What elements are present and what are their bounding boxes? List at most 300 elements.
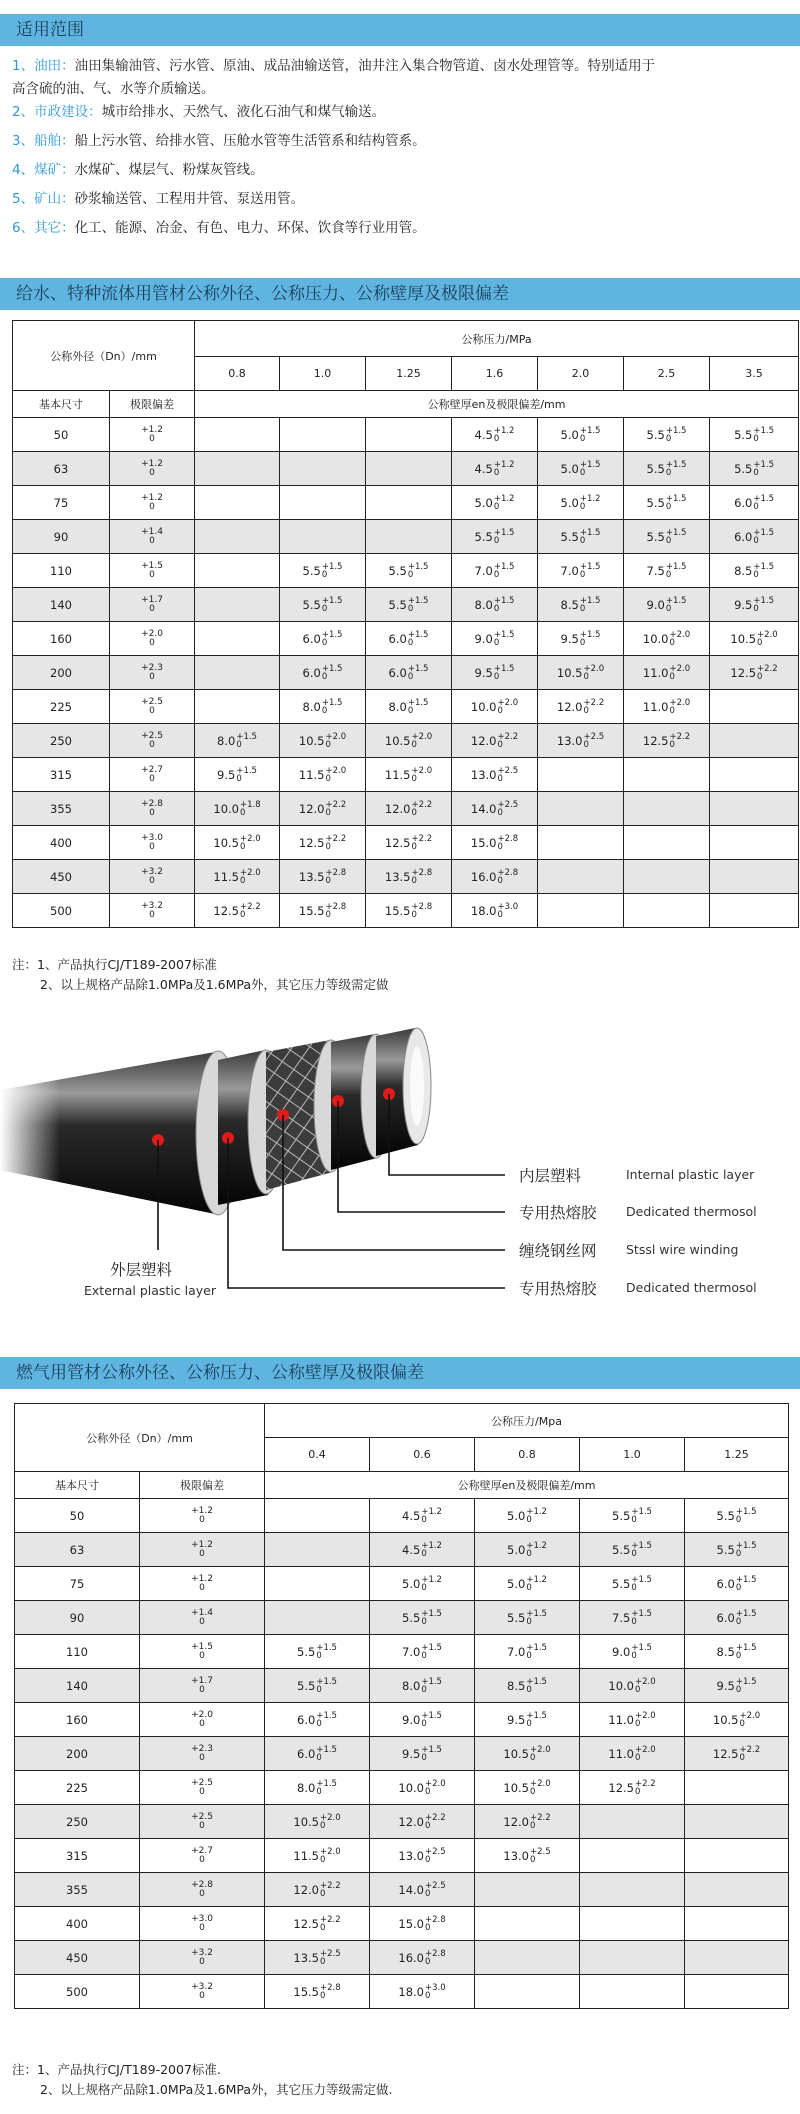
deviation-cell (110, 486, 195, 520)
scope-item-text: 砂浆输送管、工程用井管、泵送用管。 (74, 191, 305, 207)
wall-cell (710, 894, 799, 928)
wall-cell (265, 1703, 370, 1737)
deviation-cell (140, 1703, 265, 1737)
wall-value: 11.0 +2.0 0 (642, 697, 691, 716)
wall-cell (538, 656, 624, 690)
wall-value: 10.5 +2.0 0 (712, 1710, 761, 1729)
wall-value: 7.0 +1.5 0 (507, 1642, 547, 1661)
pressure-col-1.25: 1.25 (366, 357, 452, 391)
wall-value: 11.5 +2.0 0 (213, 867, 261, 886)
wall-value: 5.5 +1.5 0 (402, 1608, 442, 1627)
table-row (15, 1499, 789, 1533)
wall-cell (452, 792, 538, 826)
wall-cell (475, 1669, 580, 1703)
wall-cell (685, 1533, 789, 1567)
deviation-cell (110, 418, 195, 452)
wall-cell (685, 1703, 789, 1737)
wall-cell (580, 1499, 685, 1533)
wall-cell (475, 1703, 580, 1737)
wall-value: 5.0 +1.2 0 (474, 493, 515, 512)
deviation-cell (140, 1873, 265, 1907)
wall-value: 11.5 +2.0 0 (298, 765, 347, 784)
wall-value: 9.5 +1.5 0 (217, 765, 257, 784)
wall-value: 10.0 +1.8 0 (213, 799, 261, 818)
wall-cell (280, 520, 366, 554)
wall-value: 6.0 +1.5 0 (734, 493, 775, 512)
wall-value: 9.5 +1.5 0 (507, 1710, 547, 1729)
pressure-col-2.0: 2.0 (538, 357, 624, 391)
wall-value: 11.0 +2.0 0 (642, 663, 691, 682)
wall-value: 10.5 +2.0 0 (298, 731, 347, 750)
wall-value: 13.0 +2.5 0 (556, 731, 605, 750)
wall-cell (710, 860, 799, 894)
table1-notes (12, 955, 389, 995)
wall-cell (475, 1941, 580, 1975)
wall-cell (580, 1839, 685, 1873)
wall-cell (538, 826, 624, 860)
wall-cell (685, 1771, 789, 1805)
wall-cell (475, 1839, 580, 1873)
size-cell: 355 (15, 1873, 140, 1907)
deviation-value: +1.5 0 (191, 1641, 213, 1661)
table-row (15, 1839, 789, 1873)
wall-value: 8.0 +1.5 0 (217, 731, 257, 750)
wall-cell (452, 588, 538, 622)
wall-value: 16.0 +2.8 0 (398, 1948, 446, 1967)
table-row (13, 520, 799, 554)
wall-cell (366, 452, 452, 486)
deviation-cell (140, 1737, 265, 1771)
wall-value: 10.0 +2.0 0 (608, 1676, 656, 1695)
table-row (15, 1567, 789, 1601)
wall-value: 18.0 +3.0 0 (470, 901, 519, 920)
wall-cell (370, 1635, 475, 1669)
wall-value: 5.5 +1.5 0 (507, 1608, 547, 1627)
pressure-col-1.6: 1.6 (452, 357, 538, 391)
wall-cell (624, 792, 710, 826)
deviation-cell (140, 1499, 265, 1533)
table-row (13, 758, 799, 792)
deviation-cell (140, 1533, 265, 1567)
deviation-value: +1.2 0 (141, 458, 163, 478)
deviation-cell (110, 520, 195, 554)
deviation-cell (110, 622, 195, 656)
wall-cell (452, 554, 538, 588)
size-cell: 50 (13, 418, 110, 452)
size-cell: 450 (13, 860, 110, 894)
table2-notes (12, 2060, 393, 2100)
deviation-cell (140, 1839, 265, 1873)
wall-value: 8.5 +1.5 0 (507, 1676, 547, 1695)
deviation-cell (140, 1601, 265, 1635)
wall-cell (685, 1737, 789, 1771)
wall-value: 4.5 +1.2 0 (402, 1540, 442, 1559)
wall-value: 13.5 +2.8 0 (384, 867, 433, 886)
wall-cell (452, 622, 538, 656)
deviation-value: +2.5 0 (141, 730, 163, 750)
wall-cell (710, 588, 799, 622)
table-row (15, 1771, 789, 1805)
wall-value: 5.5 +1.5 0 (646, 493, 687, 512)
wall-value: 15.5 +2.8 0 (293, 1982, 341, 2001)
wall-cell (475, 1805, 580, 1839)
thermosol-2-label-en: Dedicated thermosol (626, 1280, 757, 1295)
size-cell: 90 (15, 1601, 140, 1635)
size-cell: 200 (13, 656, 110, 690)
wall-value: 5.5 +1.5 0 (612, 1540, 652, 1559)
scope-item-text: 城市给排水、天然气、液化石油气和煤气输送。 (101, 104, 386, 120)
pressure-col-1.25: 1.25 (685, 1438, 789, 1472)
wall-cell (710, 656, 799, 690)
wall-cell (366, 418, 452, 452)
deviation-cell (110, 758, 195, 792)
scope-title: 适用范围 (0, 14, 800, 46)
table-row (13, 554, 799, 588)
deviation-cell (110, 894, 195, 928)
outer-label-en: External plastic layer (84, 1283, 216, 1298)
wall-cell (475, 1533, 580, 1567)
size-cell: 63 (15, 1533, 140, 1567)
wall-cell (366, 622, 452, 656)
wall-cell (265, 1873, 370, 1907)
wall-value: 10.5 +2.0 0 (293, 1812, 341, 1831)
wall-cell (685, 1805, 789, 1839)
size-cell: 50 (15, 1499, 140, 1533)
table1-title: 给水、特种流体用管材公称外径、公称压力、公称壁厚及极限偏差 (0, 278, 800, 310)
deviation-cell (140, 1771, 265, 1805)
wall-value: 5.5 +1.5 0 (560, 527, 601, 546)
deviation-value: +3.2 0 (191, 1981, 213, 2001)
wall-cell (195, 860, 280, 894)
deviation-cell (110, 792, 195, 826)
wall-cell (624, 418, 710, 452)
wall-cell (538, 520, 624, 554)
size-cell: 250 (13, 724, 110, 758)
wall-cell (685, 1601, 789, 1635)
wall-value: 12.5 +2.2 0 (642, 731, 691, 750)
size-cell: 140 (13, 588, 110, 622)
wall-value: 8.0 +1.5 0 (388, 697, 429, 716)
wall-cell (580, 1907, 685, 1941)
deviation-value: +2.3 0 (141, 662, 163, 682)
wall-cell (265, 1499, 370, 1533)
table-row (13, 452, 799, 486)
deviation-value: +2.8 0 (141, 798, 163, 818)
table-row (13, 724, 799, 758)
wall-cell (195, 894, 280, 928)
wall-value: 5.5 +1.5 0 (646, 459, 687, 478)
wall-cell (538, 758, 624, 792)
wall-value: 6.0 +1.5 0 (734, 527, 775, 546)
wall-cell (452, 826, 538, 860)
wall-cell (624, 520, 710, 554)
wall-cell (538, 792, 624, 826)
wall-value: 7.0 +1.5 0 (474, 561, 515, 580)
scope-item-key: 1、油田： (12, 58, 75, 74)
size-header: 基本尺寸 (13, 391, 110, 418)
pipe-structure-diagram (0, 1000, 800, 1330)
wall-cell (265, 1737, 370, 1771)
wall-cell (475, 1771, 580, 1805)
wall-value: 10.0 +2.0 0 (642, 629, 691, 648)
size-cell: 500 (13, 894, 110, 928)
wall-cell (685, 1567, 789, 1601)
deviation-value: +1.2 0 (191, 1573, 213, 1593)
size-cell: 160 (13, 622, 110, 656)
inner-label-cn: 内层塑料 (519, 1167, 582, 1185)
wall-value: 5.5 +1.5 0 (734, 459, 775, 478)
wall-cell (452, 452, 538, 486)
wall-cell (475, 1737, 580, 1771)
wall-value: 5.0 +1.2 0 (507, 1540, 547, 1559)
wall-value: 6.0 +1.5 0 (297, 1744, 337, 1763)
deviation-cell (110, 554, 195, 588)
wall-value: 11.5 +2.0 0 (293, 1846, 341, 1865)
scope-item (12, 160, 782, 180)
deviation-cell (110, 826, 195, 860)
wall-value: 13.0 +2.5 0 (503, 1846, 551, 1865)
wall-cell (370, 1567, 475, 1601)
wall-value: 5.0 +1.2 0 (507, 1574, 547, 1593)
wall-header: 公称壁厚en及极限偏差/mm (265, 1472, 789, 1499)
wall-cell (580, 1975, 685, 2009)
wall-value: 12.5 +2.2 0 (730, 663, 778, 682)
wall-value: 13.5 +2.5 0 (293, 1948, 341, 1967)
wall-cell (710, 418, 799, 452)
wall-value: 4.5 +1.2 0 (402, 1506, 442, 1525)
wall-value: 8.0 +1.5 0 (297, 1778, 337, 1797)
table-row (13, 656, 799, 690)
wall-value: 10.5 +2.0 0 (730, 629, 778, 648)
wall-cell (370, 1669, 475, 1703)
wall-cell (538, 588, 624, 622)
scope-item (12, 131, 782, 151)
scope-item (12, 189, 782, 209)
wall-cell (580, 1669, 685, 1703)
wall-value: 5.0 +1.2 0 (402, 1574, 442, 1593)
deviation-cell (110, 452, 195, 486)
table-row (13, 418, 799, 452)
wall-cell (366, 894, 452, 928)
wall-cell (538, 860, 624, 894)
wall-cell (265, 1669, 370, 1703)
wall-value: 5.0 +1.5 0 (560, 425, 601, 444)
wall-cell (538, 622, 624, 656)
wall-cell (280, 792, 366, 826)
wall-value: 8.0 +1.5 0 (302, 697, 343, 716)
wall-value: 13.0 +2.5 0 (470, 765, 519, 784)
deviation-value: +2.7 0 (141, 764, 163, 784)
deviation-cell (140, 1941, 265, 1975)
deviation-cell (110, 724, 195, 758)
pressure-col-1.0: 1.0 (280, 357, 366, 391)
pressure-col-0.4: 0.4 (265, 1438, 370, 1472)
pressure-col-2.5: 2.5 (624, 357, 710, 391)
wall-value: 12.0 +2.2 0 (503, 1812, 551, 1831)
wall-cell (265, 1975, 370, 2009)
wall-value: 4.5 +1.2 0 (474, 459, 515, 478)
thermosol-2-label-cn: 专用热熔胶 (519, 1280, 597, 1298)
wall-cell (685, 1907, 789, 1941)
table-row (13, 894, 799, 928)
wall-cell (366, 826, 452, 860)
wall-value: 12.5 +2.2 0 (384, 833, 433, 852)
wall-cell (195, 826, 280, 860)
wall-cell (195, 724, 280, 758)
wall-cell (280, 486, 366, 520)
wall-cell (280, 758, 366, 792)
wall-value: 5.5 +1.5 0 (388, 595, 429, 614)
wall-cell (370, 1601, 475, 1635)
wall-cell (624, 486, 710, 520)
wall-value: 10.5 +2.0 0 (503, 1744, 551, 1763)
wall-cell (280, 826, 366, 860)
wall-value: 7.0 +1.5 0 (402, 1642, 442, 1661)
wall-cell (580, 1737, 685, 1771)
wall-value: 6.0 +1.5 0 (388, 663, 429, 682)
wall-cell (475, 1975, 580, 2009)
scope-item-text: 化工、能源、冶金、有色、电力、环保、饮食等行业用管。 (74, 220, 426, 236)
deviation-value: +2.5 0 (191, 1777, 213, 1797)
table-row (15, 1669, 789, 1703)
wall-cell (265, 1941, 370, 1975)
wall-value: 7.0 +1.5 0 (560, 561, 601, 580)
wall-cell (366, 724, 452, 758)
wall-value: 14.0 +2.5 0 (398, 1880, 446, 1899)
scope-item-text: 水煤矿、煤层气、粉煤灰管线。 (74, 162, 264, 178)
thermosol-1-label-cn: 专用热熔胶 (519, 1204, 597, 1222)
wall-cell (685, 1499, 789, 1533)
size-cell: 75 (13, 486, 110, 520)
wall-cell (475, 1873, 580, 1907)
wall-value: 10.0 +2.0 0 (398, 1778, 446, 1797)
wall-cell (710, 554, 799, 588)
size-cell: 225 (15, 1771, 140, 1805)
table-row (15, 1805, 789, 1839)
wall-value: 10.5 +2.0 0 (384, 731, 433, 750)
table-row (15, 1873, 789, 1907)
wall-cell (685, 1941, 789, 1975)
deviation-value: +1.2 0 (141, 424, 163, 444)
table-row (15, 1907, 789, 1941)
wall-value: 5.0 +1.2 0 (560, 493, 601, 512)
scope-item-text: 油田集输油管、污水管、原油、成品油输送管，油井注入集合物管道、卤水处理管等。特别适用于 (74, 58, 656, 74)
wall-cell (452, 758, 538, 792)
wall-cell (265, 1601, 370, 1635)
wall-cell (265, 1771, 370, 1805)
deviation-cell (110, 656, 195, 690)
wall-cell (538, 690, 624, 724)
wall-cell (366, 656, 452, 690)
deviation-value: +2.8 0 (191, 1879, 213, 1899)
wall-cell (710, 520, 799, 554)
wall-value: 10.0 +2.0 0 (470, 697, 519, 716)
wall-cell (452, 724, 538, 758)
table-row (15, 1941, 789, 1975)
wall-cell (195, 418, 280, 452)
size-cell: 400 (15, 1907, 140, 1941)
wall-value: 9.5 +1.5 0 (560, 629, 601, 648)
wall-cell (370, 1805, 475, 1839)
wall-cell (685, 1873, 789, 1907)
deviation-cell (110, 860, 195, 894)
wall-value: 15.0 +2.8 0 (398, 1914, 446, 1933)
wall-value: 12.5 +2.2 0 (293, 1914, 341, 1933)
wall-cell (280, 656, 366, 690)
wall-cell (370, 1737, 475, 1771)
size-header: 基本尺寸 (15, 1472, 140, 1499)
table-row (15, 1737, 789, 1771)
wall-cell (685, 1839, 789, 1873)
wall-cell (710, 486, 799, 520)
wall-cell (624, 554, 710, 588)
wall-value: 12.0 +2.2 0 (398, 1812, 446, 1831)
scope-item-continuation: 高含硫的油、气、水等介质输送。 (12, 81, 215, 97)
wall-value: 9.5 +1.5 0 (474, 663, 515, 682)
deviation-value: +3.0 0 (141, 832, 163, 852)
outer-label-cn: 外层塑料 (110, 1261, 173, 1279)
wall-value: 12.0 +2.2 0 (556, 697, 605, 716)
wall-value: 16.0 +2.8 0 (470, 867, 519, 886)
deviation-value: +1.4 0 (191, 1607, 213, 1627)
wall-cell (624, 826, 710, 860)
wall-cell (195, 452, 280, 486)
wall-cell (370, 1907, 475, 1941)
wall-cell (710, 826, 799, 860)
wall-value: 15.5 +2.8 0 (384, 901, 433, 920)
note-line: 注：1、产品执行CJ/T189-2007标准. (12, 2062, 221, 2077)
wall-cell (195, 656, 280, 690)
wall-value: 9.0 +1.5 0 (646, 595, 687, 614)
wall-value: 10.5 +2.0 0 (213, 833, 261, 852)
deviation-cell (140, 1975, 265, 2009)
scope-item-text: 船上污水管、给排水管、压舱水管等生活管系和结构管系。 (74, 133, 426, 149)
wall-cell (538, 724, 624, 758)
deviation-value: +2.5 0 (191, 1811, 213, 1831)
deviation-cell (140, 1669, 265, 1703)
pressure-col-0.6: 0.6 (370, 1438, 475, 1472)
wall-cell (195, 690, 280, 724)
wall-cell (265, 1839, 370, 1873)
size-cell: 500 (15, 1975, 140, 2009)
pressure-col-1.0: 1.0 (580, 1438, 685, 1472)
table-row (15, 1601, 789, 1635)
wall-value: 5.5 +1.5 0 (474, 527, 515, 546)
note-line: 注：1、产品执行CJ/T189-2007标准 (12, 957, 217, 972)
scope-item (12, 102, 782, 122)
wall-value: 7.5 +1.5 0 (612, 1608, 652, 1627)
deviation-cell (140, 1805, 265, 1839)
table-row (15, 1975, 789, 2009)
wall-value: 5.0 +1.2 0 (507, 1506, 547, 1525)
pressure-col-3.5: 3.5 (710, 357, 799, 391)
wall-cell (370, 1839, 475, 1873)
scope-item (12, 56, 782, 76)
wall-value: 12.5 +2.2 0 (298, 833, 347, 852)
deviation-value: +1.5 0 (141, 560, 163, 580)
size-cell: 75 (15, 1567, 140, 1601)
pressure-col-0.8: 0.8 (195, 357, 280, 391)
deviation-value: +3.2 0 (191, 1947, 213, 1967)
wall-value: 9.0 +1.5 0 (612, 1642, 652, 1661)
size-cell: 140 (15, 1669, 140, 1703)
scope-item-key: 3、船舶： (12, 133, 75, 149)
wall-value: 12.0 +2.2 0 (384, 799, 433, 818)
scope-item (12, 218, 782, 238)
wall-cell (370, 1771, 475, 1805)
deviation-cell (140, 1567, 265, 1601)
wall-value: 8.5 +1.5 0 (716, 1642, 757, 1661)
